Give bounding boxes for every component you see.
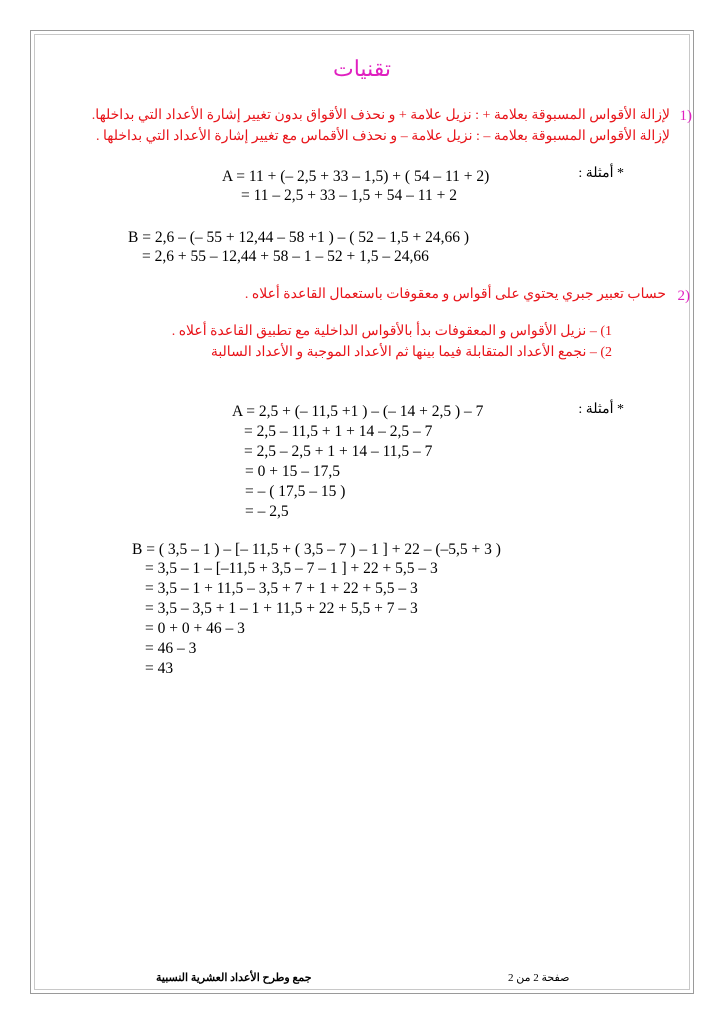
example2-b-line2: = 3,5 – 1 – [–11,5 + 3,5 – 7 – 1 ] + 22 + 5,5 – 3 xyxy=(145,560,438,577)
example2-b-line1: B = ( 3,5 – 1 ) – [– 11,5 + ( 3,5 – 7 ) – 1 ] + 22 – (–5,5 + 3 ) xyxy=(132,541,501,558)
example2-b-line3: = 3,5 – 1 + 11,5 – 3,5 + 7 + 1 + 22 + 5,5 – 3 xyxy=(145,580,418,597)
example2-a-line5: = – ( 17,5 – 15 ) xyxy=(245,483,346,500)
example2-b-line4: = 3,5 – 3,5 + 1 – 1 + 11,5 + 22 + 5,5 + 7 – 3 xyxy=(145,600,418,617)
step-1: 1) – نزيل الأقواس و المعقوفات بدأ بالأقواس الداخلية مع تطبيق القاعدة أعلاه . xyxy=(171,324,612,339)
section1-number: 1) xyxy=(679,108,692,124)
example2-a-line4: = 0 + 15 – 17,5 xyxy=(245,463,340,480)
section2-number: 2) xyxy=(677,288,690,304)
example-a-line1: A = 11 + (– 2,5 + 33 – 1,5) + ( 54 – 11 + 2) xyxy=(222,168,490,185)
example2-b-line5: = 0 + 0 + 46 – 3 xyxy=(145,620,245,637)
rule-plus: لإزالة الأقواس المسبوقة بعلامة + : نزيل علامة + و نحذف الأقواق بدون تغيير إشارة الأعداد التي بداخلها. xyxy=(91,108,670,123)
example2-b-line6: = 46 – 3 xyxy=(145,640,197,657)
example-a-line2: = 11 – 2,5 + 33 – 1,5 + 54 – 11 + 2 xyxy=(241,187,457,204)
examples-label-2: * أمثلة : xyxy=(578,402,624,417)
rule-minus: لإزالة الأقواس المسبوقة بعلامة – : نزيل علامة – و نحذف الأقماس مع تغيير إشارة الأعداد التي بداخلها . xyxy=(95,129,670,144)
example2-a-line2: = 2,5 – 11,5 + 1 + 14 – 2,5 – 7 xyxy=(244,423,433,440)
example2-a-line1: A = 2,5 + (– 11,5 +1 ) – (– 14 + 2,5 ) – 7 xyxy=(232,403,484,420)
example2-b-line7: = 43 xyxy=(145,660,174,677)
step-2: 2) – نجمع الأعداد المتقابلة فيما بينها ثم الأعداد الموجبة و الأعداد السالبة xyxy=(210,345,612,360)
example-b-line2: = 2,6 + 55 – 12,44 + 58 – 1 – 52 + 1,5 – 24,66 xyxy=(142,248,429,265)
example-b-line1: B = 2,6 – (– 55 + 12,44 – 58 +1 ) – ( 52 – 1,5 + 24,66 ) xyxy=(128,229,470,246)
examples-label-1: * أمثلة : xyxy=(578,166,624,181)
page-title: تقنيات xyxy=(333,56,391,81)
footer-page-number: صفحة 2 من 2 xyxy=(508,972,570,984)
section2-heading: حساب تعبير جبري يحتوي على أقواس و معقوفات باستعمال القاعدة أعلاه . xyxy=(244,287,666,302)
example2-a-line6: = – 2,5 xyxy=(245,503,289,520)
example2-a-line3: = 2,5 – 2,5 + 1 + 14 – 11,5 – 7 xyxy=(244,443,433,460)
footer-chapter: جمع وطرح الأعداد العشرية النسبية xyxy=(156,972,312,984)
